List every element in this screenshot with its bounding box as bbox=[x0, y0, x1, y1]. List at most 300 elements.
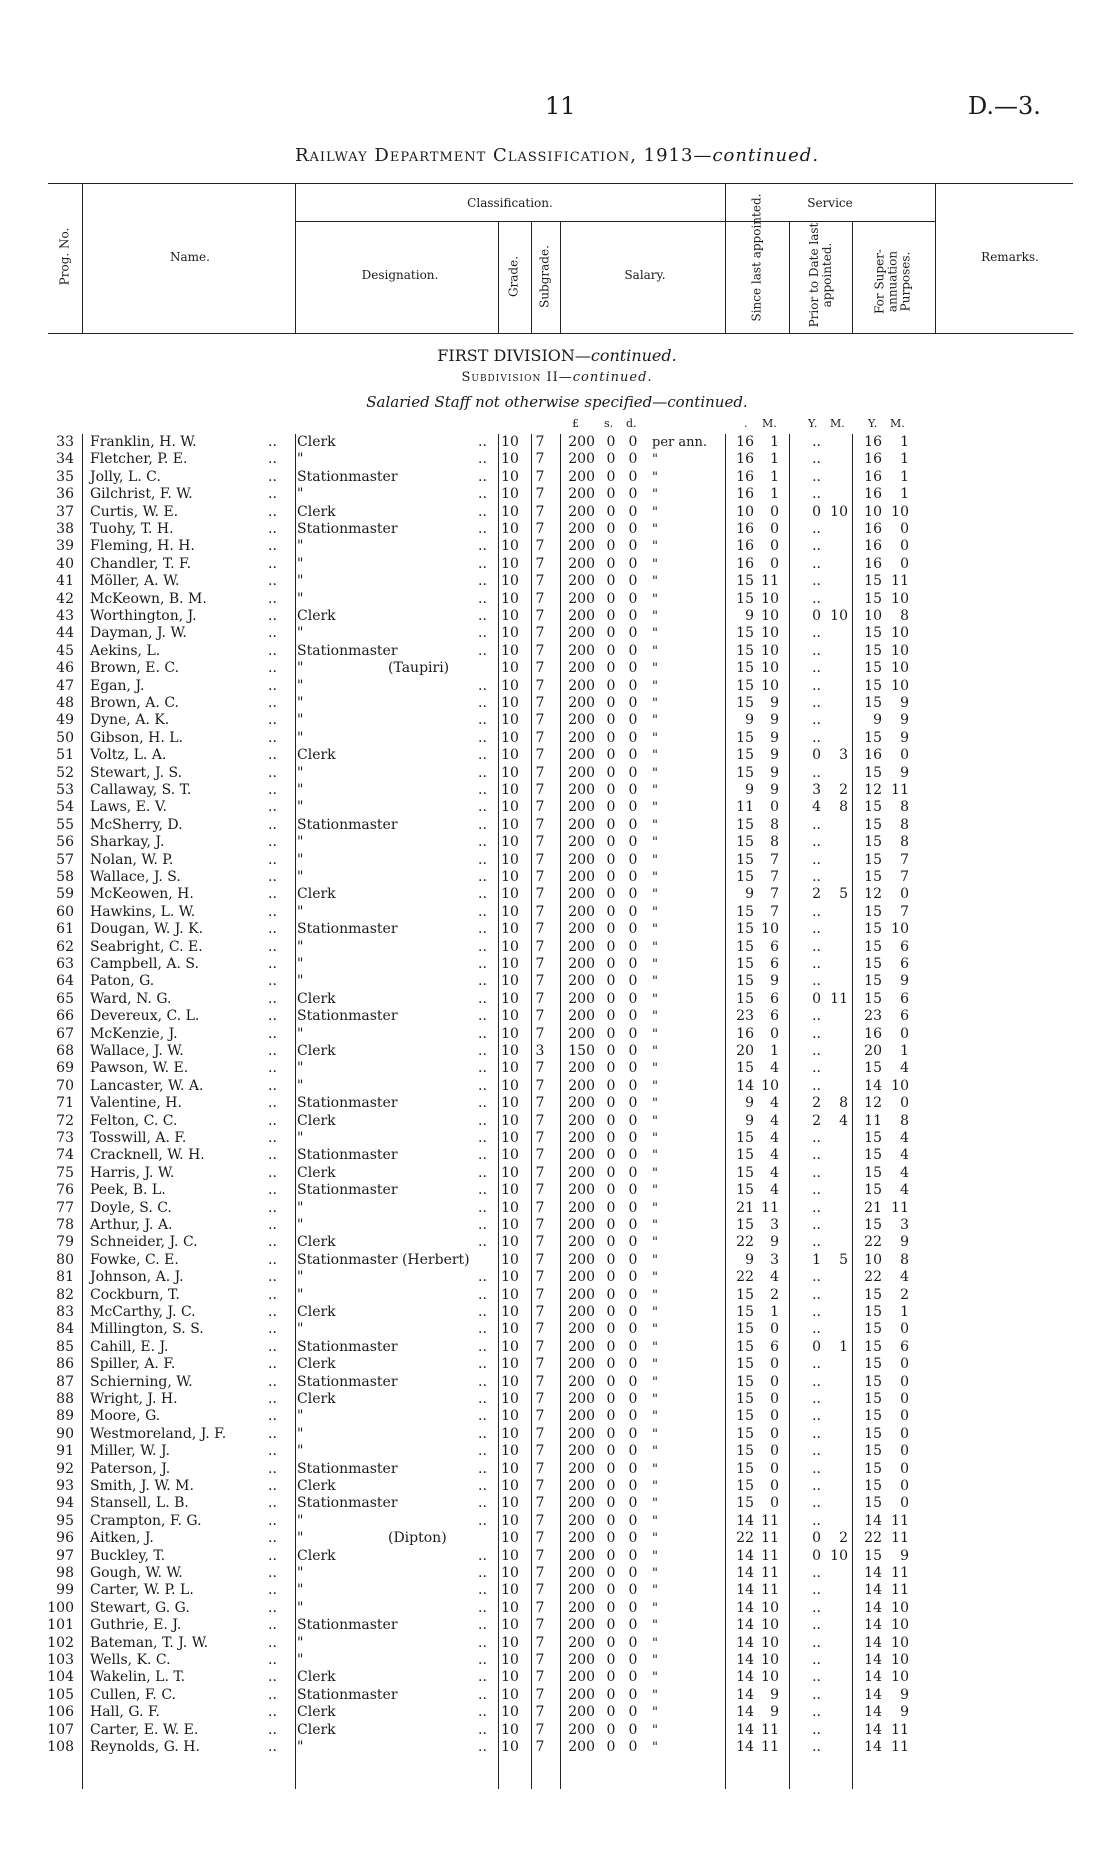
row-super-years: 12 bbox=[864, 1095, 882, 1112]
row-salary-period: " bbox=[652, 1357, 658, 1373]
row-designation-leader: .. bbox=[478, 1547, 487, 1564]
row-name-leader: .. bbox=[268, 1425, 277, 1442]
row-designation-leader: .. bbox=[478, 1391, 487, 1407]
row-prog-no: 80 bbox=[56, 1251, 74, 1268]
row-salary-pence: 0 bbox=[628, 712, 638, 729]
section-title-main: FIRST DIVISION bbox=[437, 346, 575, 365]
row-designation-leader: .. bbox=[478, 1060, 487, 1077]
row-name: Paton, G. bbox=[90, 973, 155, 990]
row-super-months: 4 bbox=[900, 1060, 909, 1077]
row-since-years: 11 bbox=[736, 799, 754, 816]
row-prior-years: 4 bbox=[812, 799, 821, 816]
row-name: Möller, A. W. bbox=[90, 573, 180, 590]
row-salary-period: " bbox=[652, 922, 658, 938]
row-grade: 10 bbox=[501, 1164, 519, 1181]
row-salary-period: " bbox=[652, 1409, 658, 1425]
row-name: Lancaster, W. A. bbox=[90, 1077, 204, 1094]
row-salary-pounds: 200 bbox=[568, 1478, 595, 1494]
row-designation: Clerk bbox=[297, 747, 336, 764]
row-designation: " bbox=[297, 695, 304, 711]
row-since-years: 14 bbox=[736, 1721, 754, 1738]
row-super-years: 16 bbox=[864, 747, 882, 764]
row-super-months: 0 bbox=[900, 1408, 909, 1425]
row-since-years: 15 bbox=[736, 1182, 754, 1199]
row-salary-period: " bbox=[652, 1566, 658, 1581]
row-grade: 10 bbox=[501, 1443, 519, 1460]
row-name: Tuohy, T. H. bbox=[90, 521, 174, 537]
row-prog-no: 70 bbox=[56, 1077, 74, 1094]
row-super-years: 14 bbox=[864, 1721, 882, 1738]
row-salary-pence: 0 bbox=[628, 1460, 638, 1477]
row-prog-no: 91 bbox=[56, 1443, 74, 1460]
row-since-months: 4 bbox=[770, 1130, 779, 1146]
table-row bbox=[0, 1461, 1114, 1478]
row-salary-pence: 0 bbox=[628, 1356, 638, 1373]
row-grade: 10 bbox=[501, 1425, 519, 1442]
row-designation-leader: .. bbox=[478, 677, 487, 694]
row-super-months: 10 bbox=[891, 677, 909, 694]
row-name-leader: .. bbox=[268, 1147, 277, 1164]
row-salary-shillings: 0 bbox=[606, 1182, 616, 1199]
row-salary-period: " bbox=[652, 991, 658, 1007]
row-salary-pounds: 200 bbox=[568, 1391, 595, 1407]
row-name-leader: .. bbox=[268, 1739, 277, 1755]
row-since-months: 11 bbox=[761, 573, 779, 590]
row-salary-period: " bbox=[652, 539, 658, 555]
row-grade: 10 bbox=[501, 903, 519, 920]
row-designation-leader: .. bbox=[478, 468, 487, 485]
row-since-years: 14 bbox=[736, 1634, 754, 1651]
table-row bbox=[0, 1704, 1114, 1721]
table-row bbox=[0, 730, 1114, 747]
table-row bbox=[0, 956, 1114, 973]
row-grade: 10 bbox=[501, 1025, 519, 1042]
staff-note bbox=[0, 393, 1114, 411]
row-subgrade: 7 bbox=[535, 1408, 545, 1425]
row-super-years: 14 bbox=[864, 1739, 882, 1755]
row-subgrade: 7 bbox=[535, 1286, 545, 1303]
row-super-months: 1 bbox=[900, 1304, 909, 1320]
row-grade: 10 bbox=[501, 1356, 519, 1373]
row-since-years: 14 bbox=[736, 1599, 754, 1616]
row-salary-shillings: 0 bbox=[606, 1721, 616, 1738]
row-since-years: 14 bbox=[736, 1547, 754, 1564]
row-prog-no: 67 bbox=[56, 1025, 74, 1042]
row-designation-leader: .. bbox=[478, 590, 487, 607]
row-prior-months: 4 bbox=[839, 1112, 848, 1129]
row-grade: 10 bbox=[501, 851, 519, 868]
row-salary-shillings: 0 bbox=[606, 921, 616, 938]
row-salary-pence: 0 bbox=[628, 625, 638, 642]
row-salary-pence: 0 bbox=[628, 1478, 638, 1494]
row-super-months: 0 bbox=[900, 886, 909, 903]
row-subgrade: 7 bbox=[535, 1547, 545, 1564]
row-prog-no: 42 bbox=[56, 590, 74, 607]
row-name: Dyne, A. K. bbox=[90, 712, 170, 729]
row-super-years: 15 bbox=[864, 1217, 882, 1233]
row-subgrade: 7 bbox=[535, 1460, 545, 1477]
row-salary-pence: 0 bbox=[628, 1634, 638, 1651]
row-since-years: 15 bbox=[736, 1217, 754, 1233]
row-salary-pence: 0 bbox=[628, 886, 638, 903]
row-name: Wright, J. H. bbox=[90, 1391, 178, 1407]
row-salary-pence: 0 bbox=[628, 764, 638, 781]
row-super-years: 16 bbox=[864, 555, 882, 572]
row-since-years: 15 bbox=[736, 1443, 754, 1460]
table-row bbox=[0, 1600, 1114, 1617]
row-designation-leader: .. bbox=[478, 642, 487, 659]
table-row bbox=[0, 1060, 1114, 1077]
row-since-months: 9 bbox=[770, 712, 779, 729]
row-super-years: 16 bbox=[864, 521, 882, 537]
row-designation: " bbox=[297, 712, 304, 729]
row-name-leader: .. bbox=[268, 434, 277, 450]
row-salary-period: " bbox=[652, 1635, 658, 1651]
row-grade: 10 bbox=[501, 1217, 519, 1233]
row-prog-no: 64 bbox=[56, 973, 74, 990]
row-prior-years: .. bbox=[812, 695, 821, 711]
row-since-months: 1 bbox=[770, 434, 779, 450]
row-salary-pence: 0 bbox=[628, 1408, 638, 1425]
row-grade: 10 bbox=[501, 451, 519, 468]
row-salary-period: " bbox=[652, 1200, 658, 1216]
row-since-years: 14 bbox=[736, 1686, 754, 1703]
row-since-years: 15 bbox=[736, 903, 754, 920]
row-super-months: 0 bbox=[900, 1478, 909, 1494]
row-subgrade: 7 bbox=[535, 903, 545, 920]
row-designation: Stationmaster bbox=[297, 1460, 398, 1477]
page-title-continued: —continued. bbox=[693, 145, 820, 166]
row-since-years: 15 bbox=[736, 1130, 754, 1146]
row-prior-years: 2 bbox=[812, 1095, 821, 1112]
row-name: Dougan, W. J. K. bbox=[90, 921, 204, 938]
row-since-months: 11 bbox=[761, 1530, 779, 1547]
row-salary-period: " bbox=[652, 835, 658, 851]
row-salary-pence: 0 bbox=[628, 1443, 638, 1460]
subdivision-main: Subdivision II bbox=[461, 370, 559, 385]
row-grade: 10 bbox=[501, 434, 519, 450]
row-designation: Stationmaster bbox=[297, 1495, 398, 1512]
row-super-months: 0 bbox=[900, 538, 909, 555]
row-prog-no: 57 bbox=[56, 851, 74, 868]
row-prog-no: 55 bbox=[56, 816, 74, 833]
row-since-years: 15 bbox=[736, 625, 754, 642]
table-row bbox=[0, 1130, 1114, 1147]
row-super-months: 8 bbox=[900, 608, 909, 624]
row-super-months: 4 bbox=[900, 1269, 909, 1286]
row-name: Hawkins, L. W. bbox=[90, 903, 196, 920]
row-designation-leader: .. bbox=[478, 486, 487, 503]
section-title-continued: —continued. bbox=[574, 346, 677, 365]
row-prog-no: 58 bbox=[56, 869, 74, 885]
row-salary-pence: 0 bbox=[628, 1686, 638, 1703]
row-grade: 10 bbox=[501, 1599, 519, 1616]
row-since-years: 9 bbox=[745, 1251, 754, 1268]
row-salary-pounds: 200 bbox=[568, 938, 595, 955]
row-grade: 10 bbox=[501, 1391, 519, 1407]
row-since-months: 11 bbox=[761, 1199, 779, 1216]
row-subgrade: 7 bbox=[535, 521, 545, 537]
row-subgrade: 7 bbox=[535, 1582, 545, 1599]
row-designation-leader: .. bbox=[478, 764, 487, 781]
row-since-years: 15 bbox=[736, 1408, 754, 1425]
row-designation: Clerk bbox=[297, 1478, 336, 1494]
row-salary-pence: 0 bbox=[628, 1739, 638, 1755]
header-for-superannuation: For Super-annuation Purposes. bbox=[872, 249, 913, 314]
table-row bbox=[0, 886, 1114, 903]
row-prior-months: 10 bbox=[830, 503, 848, 520]
row-prog-no: 97 bbox=[56, 1547, 74, 1564]
row-subgrade: 7 bbox=[535, 1095, 545, 1112]
row-grade: 10 bbox=[501, 1739, 519, 1755]
row-salary-pounds: 200 bbox=[568, 1686, 595, 1703]
table-row bbox=[0, 1669, 1114, 1686]
table-row bbox=[0, 1339, 1114, 1356]
row-since-months: 11 bbox=[761, 1512, 779, 1529]
table-row bbox=[0, 1095, 1114, 1112]
row-salary-period: " bbox=[652, 730, 658, 746]
row-designation-leader: .. bbox=[478, 869, 487, 885]
row-super-years: 15 bbox=[864, 764, 882, 781]
row-salary-period: " bbox=[652, 1479, 658, 1494]
row-grade: 10 bbox=[501, 886, 519, 903]
row-super-years: 16 bbox=[864, 451, 882, 468]
row-since-years: 15 bbox=[736, 869, 754, 885]
row-name: Sharkay, J. bbox=[90, 834, 165, 851]
row-salary-pounds: 200 bbox=[568, 1617, 595, 1634]
row-salary-pounds: 200 bbox=[568, 921, 595, 938]
row-salary-pence: 0 bbox=[628, 590, 638, 607]
row-since-years: 14 bbox=[736, 1077, 754, 1094]
header-classification: Classification. bbox=[467, 196, 553, 210]
unit-super-year: Y. bbox=[868, 417, 878, 430]
row-name-leader: .. bbox=[268, 1391, 277, 1407]
row-subgrade: 7 bbox=[535, 799, 545, 816]
row-salary-pence: 0 bbox=[628, 555, 638, 572]
table-row bbox=[0, 678, 1114, 695]
row-name-leader: .. bbox=[268, 1669, 277, 1686]
row-salary-pence: 0 bbox=[628, 799, 638, 816]
row-salary-pounds: 200 bbox=[568, 1147, 595, 1164]
table-row bbox=[0, 608, 1114, 625]
row-designation-leader: .. bbox=[478, 1112, 487, 1129]
row-prior-years: .. bbox=[812, 468, 821, 485]
row-since-months: 9 bbox=[770, 1686, 779, 1703]
row-salary-pounds: 200 bbox=[568, 1095, 595, 1112]
row-salary-pounds: 200 bbox=[568, 468, 595, 485]
row-prior-years: .. bbox=[812, 729, 821, 746]
row-prog-no: 56 bbox=[56, 834, 74, 851]
unit-pence: d. bbox=[626, 417, 637, 430]
row-designation-leader: .. bbox=[478, 1669, 487, 1686]
row-designation: Stationmaster bbox=[297, 816, 398, 833]
table-row bbox=[0, 451, 1114, 468]
row-prior-years: .. bbox=[812, 538, 821, 555]
row-prior-years: 0 bbox=[812, 608, 821, 624]
row-designation-leader: .. bbox=[478, 1565, 487, 1581]
table-row bbox=[0, 1513, 1114, 1530]
table-row bbox=[0, 1165, 1114, 1182]
row-grade: 10 bbox=[501, 625, 519, 642]
row-designation: " bbox=[297, 625, 304, 642]
row-designation: Clerk bbox=[297, 990, 336, 1007]
row-prior-months: 5 bbox=[839, 886, 848, 903]
row-designation-leader: .. bbox=[478, 1269, 487, 1286]
row-salary-shillings: 0 bbox=[606, 608, 616, 624]
row-since-years: 15 bbox=[736, 1060, 754, 1077]
row-since-months: 4 bbox=[770, 1164, 779, 1181]
row-prog-no: 90 bbox=[56, 1425, 74, 1442]
row-since-months: 10 bbox=[761, 625, 779, 642]
row-prog-no: 54 bbox=[56, 799, 74, 816]
row-name-leader: .. bbox=[268, 782, 277, 798]
row-since-years: 15 bbox=[736, 642, 754, 659]
row-prior-years: .. bbox=[812, 1356, 821, 1373]
row-subgrade: 7 bbox=[535, 886, 545, 903]
row-name: Doyle, S. C. bbox=[90, 1199, 172, 1216]
row-salary-shillings: 0 bbox=[606, 1408, 616, 1425]
row-since-months: 11 bbox=[761, 1739, 779, 1755]
row-salary-pounds: 200 bbox=[568, 1582, 595, 1599]
row-salary-pence: 0 bbox=[628, 608, 638, 624]
row-name-leader: .. bbox=[268, 573, 277, 590]
header-grade: Grade. bbox=[506, 255, 521, 298]
row-salary-period: " bbox=[652, 1374, 658, 1390]
row-salary-pence: 0 bbox=[628, 1391, 638, 1407]
row-salary-period: " bbox=[652, 643, 658, 659]
row-since-months: 6 bbox=[770, 1338, 779, 1355]
row-subgrade: 7 bbox=[535, 1077, 545, 1094]
row-super-months: 0 bbox=[900, 1095, 909, 1112]
row-super-years: 15 bbox=[864, 1321, 882, 1338]
row-prog-no: 94 bbox=[56, 1495, 74, 1512]
row-name-leader: .. bbox=[268, 1460, 277, 1477]
row-subgrade: 7 bbox=[535, 990, 545, 1007]
row-subgrade: 7 bbox=[535, 1391, 545, 1407]
row-grade: 10 bbox=[501, 1008, 519, 1025]
row-name-leader: .. bbox=[268, 555, 277, 572]
row-name-leader: .. bbox=[268, 1025, 277, 1042]
row-salary-period: " bbox=[652, 626, 658, 642]
row-since-months: 0 bbox=[770, 538, 779, 555]
row-designation-leader: .. bbox=[478, 1356, 487, 1373]
row-name: Gilchrist, F. W. bbox=[90, 486, 193, 503]
row-salary-pounds: 200 bbox=[568, 1704, 595, 1721]
row-designation: Clerk bbox=[297, 1669, 336, 1686]
row-since-months: 0 bbox=[770, 1425, 779, 1442]
row-super-years: 14 bbox=[864, 1565, 882, 1581]
row-name-leader: .. bbox=[268, 1077, 277, 1094]
document-reference: D.—3. bbox=[968, 92, 1041, 120]
row-prior-years: .. bbox=[812, 625, 821, 642]
row-salary-period: " bbox=[652, 713, 658, 729]
row-salary-pounds: 200 bbox=[568, 1512, 595, 1529]
row-since-years: 15 bbox=[736, 1356, 754, 1373]
row-salary-period: " bbox=[652, 487, 658, 503]
row-grade: 10 bbox=[501, 799, 519, 816]
row-salary-pence: 0 bbox=[628, 1077, 638, 1094]
row-designation-leader: .. bbox=[478, 1286, 487, 1303]
row-name: Schneider, J. C. bbox=[90, 1234, 198, 1251]
row-prog-no: 76 bbox=[56, 1182, 74, 1199]
row-designation: " bbox=[297, 1060, 304, 1077]
row-designation: Stationmaster bbox=[297, 642, 398, 659]
row-grade: 10 bbox=[501, 660, 519, 677]
row-subgrade: 7 bbox=[535, 764, 545, 781]
row-since-years: 10 bbox=[736, 503, 754, 520]
row-salary-pence: 0 bbox=[628, 956, 638, 972]
row-designation-leader: .. bbox=[478, 1130, 487, 1146]
row-name-leader: .. bbox=[268, 1721, 277, 1738]
row-since-months: 6 bbox=[770, 990, 779, 1007]
row-since-months: 0 bbox=[770, 1460, 779, 1477]
row-grade: 10 bbox=[501, 1373, 519, 1390]
row-super-months: 8 bbox=[900, 1112, 909, 1129]
staff-note-main: Salaried Staff not otherwise specified bbox=[366, 393, 653, 411]
row-designation: " bbox=[297, 1739, 304, 1755]
row-since-years: 9 bbox=[745, 1112, 754, 1129]
row-name-leader: .. bbox=[268, 729, 277, 746]
row-since-years: 15 bbox=[736, 921, 754, 938]
row-subgrade: 7 bbox=[535, 1495, 545, 1512]
row-designation: Stationmaster bbox=[297, 1617, 398, 1634]
row-name: Harris, J. W. bbox=[90, 1164, 175, 1181]
row-name-leader: .. bbox=[268, 503, 277, 520]
row-grade: 10 bbox=[501, 1147, 519, 1164]
row-prog-no: 52 bbox=[56, 764, 74, 781]
row-salary-pence: 0 bbox=[628, 834, 638, 851]
row-name-leader: .. bbox=[268, 1373, 277, 1390]
row-name: Smith, J. W. M. bbox=[90, 1478, 194, 1494]
row-name: Schierning, W. bbox=[90, 1373, 193, 1390]
row-salary-pence: 0 bbox=[628, 869, 638, 885]
row-prog-no: 38 bbox=[56, 521, 74, 537]
row-designation-leader: .. bbox=[478, 521, 487, 537]
row-name: Egan, J. bbox=[90, 677, 145, 694]
row-salary-shillings: 0 bbox=[606, 799, 616, 816]
row-designation: " bbox=[297, 938, 304, 955]
row-designation-leader: .. bbox=[478, 538, 487, 555]
header-prog-no: Prog. No. bbox=[57, 227, 72, 286]
row-super-years: 15 bbox=[864, 677, 882, 694]
row-since-years: 16 bbox=[736, 521, 754, 537]
row-prior-years: .. bbox=[812, 1199, 821, 1216]
row-designation-leader: .. bbox=[478, 1634, 487, 1651]
table-row bbox=[0, 1269, 1114, 1286]
row-prior-years: .. bbox=[812, 451, 821, 468]
row-designation-leader: .. bbox=[478, 555, 487, 572]
row-subgrade: 7 bbox=[535, 1617, 545, 1634]
row-super-years: 22 bbox=[864, 1269, 882, 1286]
row-super-years: 14 bbox=[864, 1669, 882, 1686]
row-salary-pounds: 200 bbox=[568, 434, 595, 450]
row-designation-leader: .. bbox=[478, 1338, 487, 1355]
row-grade: 10 bbox=[501, 834, 519, 851]
row-prog-no: 78 bbox=[56, 1217, 74, 1233]
row-super-months: 11 bbox=[891, 1739, 909, 1755]
row-salary-shillings: 0 bbox=[606, 869, 616, 885]
row-prior-years: .. bbox=[812, 834, 821, 851]
row-prog-no: 68 bbox=[56, 1043, 74, 1059]
row-salary-period: " bbox=[652, 1548, 658, 1564]
row-designation-leader: .. bbox=[478, 1199, 487, 1216]
row-salary-pence: 0 bbox=[628, 1547, 638, 1564]
row-since-months: 11 bbox=[761, 1547, 779, 1564]
row-subgrade: 7 bbox=[535, 1721, 545, 1738]
row-since-months: 4 bbox=[770, 1147, 779, 1164]
row-name-leader: .. bbox=[268, 1130, 277, 1146]
row-since-years: 16 bbox=[736, 486, 754, 503]
